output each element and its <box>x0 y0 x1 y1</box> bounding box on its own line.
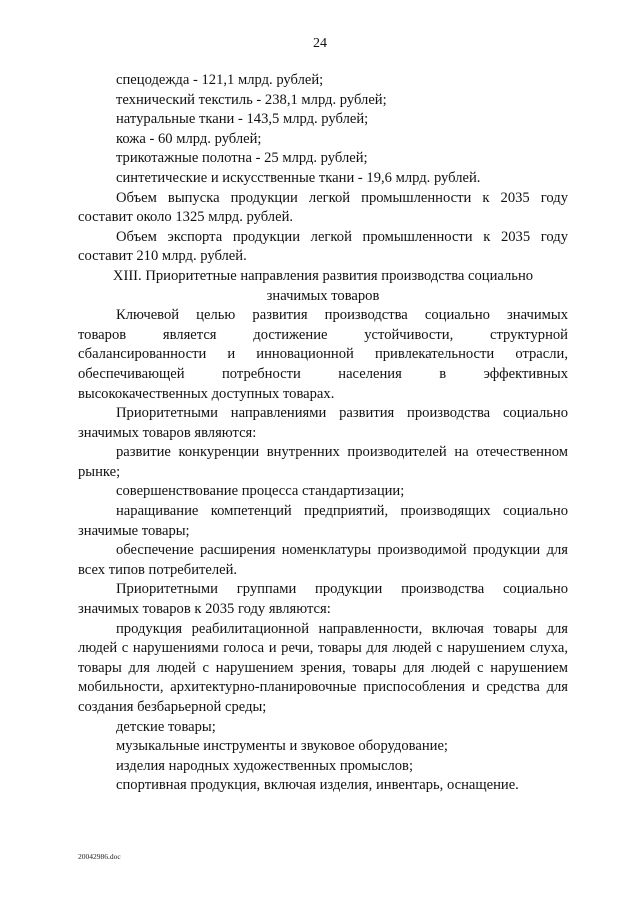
output-volume-paragraph <box>78 189 568 228</box>
list-item: детские товары; <box>116 718 216 735</box>
priority-groups-list <box>78 620 568 796</box>
directions-intro-paragraph <box>78 404 568 443</box>
paragraph-line: Ключевой целью развития производства социально значимых <box>116 307 568 324</box>
section-heading <box>78 267 568 306</box>
list-item: спецодежда - 121,1 млрд. рублей; <box>116 72 324 88</box>
list-item: продукция реабилитационной направленности, включая товары для людей с нарушениями голоса и речи, товары для людей с нарушением слуха, товары для людей с нарушением зрения, товары для людей с нарушением мобильности, архитектурно-планировочные приспособления и средства для создания безбарьерной среды; <box>78 620 568 715</box>
paragraph-line: товаров является достижение устойчивости, структурной <box>78 326 568 343</box>
paragraph-line: значимых товаров являются: <box>78 424 257 441</box>
document-file-code: 20042986.doc <box>78 852 121 861</box>
export-volume-paragraph <box>78 228 568 267</box>
goal-paragraph <box>78 306 568 404</box>
paragraph-line: высококачественных доступных товарах. <box>78 385 335 402</box>
paragraph-line: обеспечивающей потребности населения в эффективных <box>78 365 568 382</box>
list-item: трикотажные полотна - 25 млрд. рублей; <box>116 150 368 167</box>
production-forecast-list <box>78 71 568 189</box>
list-item: музыкальные инструменты и звуковое оборудование; <box>116 738 448 755</box>
priority-directions-list <box>78 443 568 580</box>
paragraph-line: составит около 1325 млрд. рублей. <box>78 209 294 226</box>
paragraph-line: Приоритетными направлениями развития производства социально <box>116 405 568 422</box>
list-item: совершенствование процесса стандартизации; <box>116 483 405 500</box>
list-item: технический текстиль - 238,1 млрд. рублей; <box>116 91 387 108</box>
document-body <box>78 71 568 796</box>
list-item: изделия народных художественных промыслов; <box>116 757 413 774</box>
paragraph-line: значимых товаров к 2035 году являются: <box>78 601 331 618</box>
groups-intro-paragraph <box>78 580 568 619</box>
list-item: наращивание компетенций предприятий, производящих социально значимые товары; <box>78 503 568 539</box>
paragraph-line: Объем экспорта продукции легкой промышленности к 2035 году <box>116 228 568 245</box>
paragraph-line: Приоритетными группами продукции производства социально <box>116 581 568 598</box>
paragraph-line: сбалансированности и инновационной привлекательности отрасли, <box>78 346 568 363</box>
heading-line: значимых товаров <box>266 287 380 304</box>
list-item: развитие конкуренции внутренних производителей на отечественном рынке; <box>78 444 568 480</box>
heading-line: XIII. Приоритетные направления развития производства социально <box>112 267 534 284</box>
paragraph-line: Объем выпуска продукции легкой промышленности к 2035 году <box>116 189 568 206</box>
list-item: натуральные ткани - 143,5 млрд. рублей; <box>116 111 369 128</box>
page-number: 24 <box>313 36 327 51</box>
list-item: обеспечение расширения номенклатуры производимой продукции для всех типов потребителей. <box>78 542 568 578</box>
paragraph-line: составит 210 млрд. рублей. <box>78 248 247 265</box>
list-item: спортивная продукция, включая изделия, инвентарь, оснащение. <box>116 777 519 794</box>
list-item: кожа - 60 млрд. рублей; <box>116 130 262 147</box>
list-item: синтетические и искусственные ткани - 19,6 млрд. рублей. <box>116 169 481 186</box>
